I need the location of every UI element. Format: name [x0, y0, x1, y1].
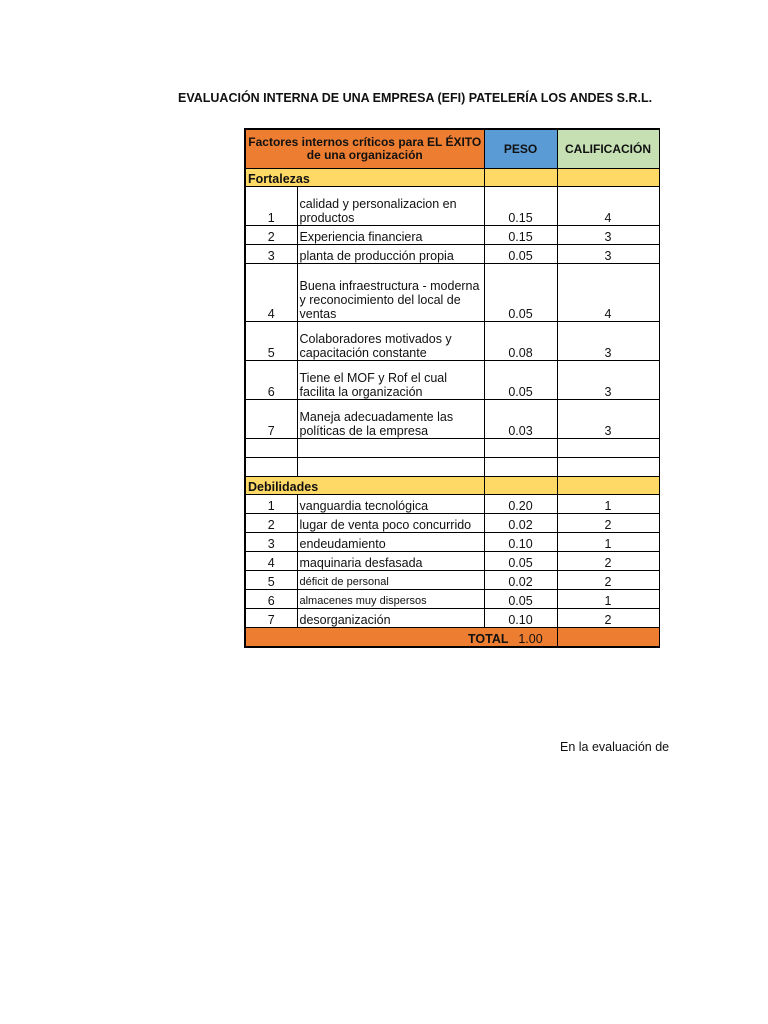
- factor-cell[interactable]: Experiencia financiera: [297, 226, 484, 245]
- peso-cell[interactable]: 0.20: [484, 495, 557, 514]
- row-number[interactable]: 4: [245, 264, 297, 322]
- empty-cell[interactable]: [557, 458, 659, 477]
- factor-cell[interactable]: endeudamiento: [297, 533, 484, 552]
- section-debilidades: [245, 477, 659, 495]
- peso-cell[interactable]: 0.08: [484, 322, 557, 361]
- factor-cell[interactable]: desorganización: [297, 609, 484, 628]
- header-calificacion[interactable]: CALIFICACIÓN: [557, 129, 659, 169]
- empty-row: [245, 458, 659, 477]
- total-empty-cell[interactable]: [557, 628, 659, 648]
- empty-cell[interactable]: [245, 458, 297, 477]
- table-row: [245, 245, 659, 264]
- row-number[interactable]: 4: [245, 552, 297, 571]
- empty-row: [245, 439, 659, 458]
- row-number[interactable]: 6: [245, 361, 297, 400]
- factor-cell[interactable]: Buena infraestructura - moderna y reconocimiento del local de ventas: [297, 264, 484, 322]
- header-factor[interactable]: Factores internos críticos para EL ÉXITO de una organización: [245, 129, 484, 169]
- calificacion-cell[interactable]: 2: [557, 552, 659, 571]
- calificacion-cell[interactable]: 1: [557, 533, 659, 552]
- calificacion-cell[interactable]: 3: [557, 226, 659, 245]
- calificacion-cell[interactable]: 3: [557, 361, 659, 400]
- calificacion-cell[interactable]: 1: [557, 495, 659, 514]
- peso-cell[interactable]: 0.02: [484, 514, 557, 533]
- factor-cell[interactable]: almacenes muy dispersos: [297, 590, 484, 609]
- empty-cell[interactable]: [297, 458, 484, 477]
- calificacion-cell[interactable]: 4: [557, 187, 659, 226]
- row-number[interactable]: 1: [245, 187, 297, 226]
- peso-cell[interactable]: 0.15: [484, 226, 557, 245]
- section-cell[interactable]: [557, 477, 659, 495]
- table-row: [245, 400, 659, 439]
- total-value: 1.00: [518, 632, 543, 646]
- peso-cell[interactable]: 0.15: [484, 187, 557, 226]
- table-row: [245, 533, 659, 552]
- factor-cell[interactable]: planta de producción propia: [297, 245, 484, 264]
- row-number[interactable]: 2: [245, 514, 297, 533]
- empty-cell[interactable]: [245, 439, 297, 458]
- empty-cell[interactable]: [297, 439, 484, 458]
- peso-cell[interactable]: 0.05: [484, 552, 557, 571]
- factor-cell[interactable]: déficit de personal: [297, 571, 484, 590]
- calificacion-cell[interactable]: 3: [557, 245, 659, 264]
- table-row: [245, 322, 659, 361]
- calificacion-cell[interactable]: 3: [557, 400, 659, 439]
- peso-cell[interactable]: 0.05: [484, 264, 557, 322]
- factor-cell[interactable]: Colaboradores motivados y capacitación constante: [297, 322, 484, 361]
- peso-cell[interactable]: 0.05: [484, 245, 557, 264]
- header-row: [245, 129, 659, 169]
- calificacion-cell[interactable]: 2: [557, 609, 659, 628]
- row-number[interactable]: 7: [245, 400, 297, 439]
- peso-cell[interactable]: 0.03: [484, 400, 557, 439]
- calificacion-cell[interactable]: 3: [557, 322, 659, 361]
- section-cell[interactable]: [557, 169, 659, 187]
- factor-cell[interactable]: maquinaria desfasada: [297, 552, 484, 571]
- total-label[interactable]: [245, 628, 557, 648]
- section-cell[interactable]: [484, 169, 557, 187]
- evaluation-note: En la evaluación de: [560, 740, 670, 754]
- row-number[interactable]: 2: [245, 226, 297, 245]
- table-row: [245, 226, 659, 245]
- calificacion-cell[interactable]: 1: [557, 590, 659, 609]
- row-number[interactable]: 5: [245, 322, 297, 361]
- peso-cell[interactable]: 0.10: [484, 533, 557, 552]
- factor-cell[interactable]: Maneja adecuadamente las políticas de la empresa: [297, 400, 484, 439]
- page-title: EVALUACIÓN INTERNA DE UNA EMPRESA (EFI) PATELERÍA LOS ANDES S.R.L.: [178, 91, 653, 105]
- table-row: [245, 571, 659, 590]
- table-row: [245, 361, 659, 400]
- total-label-text: TOTAL: [468, 632, 509, 646]
- table-row: [245, 264, 659, 322]
- section-cell[interactable]: [484, 477, 557, 495]
- table-row: [245, 514, 659, 533]
- efi-table: [244, 128, 660, 648]
- peso-cell[interactable]: 0.10: [484, 609, 557, 628]
- table-row: [245, 495, 659, 514]
- row-number[interactable]: 5: [245, 571, 297, 590]
- calificacion-cell[interactable]: 2: [557, 514, 659, 533]
- empty-cell[interactable]: [557, 439, 659, 458]
- empty-cell[interactable]: [484, 439, 557, 458]
- table-row: [245, 552, 659, 571]
- section-fortalezas: [245, 169, 659, 187]
- section-label-debilidades[interactable]: Debilidades: [245, 477, 484, 495]
- empty-cell[interactable]: [484, 458, 557, 477]
- row-number[interactable]: 3: [245, 533, 297, 552]
- factor-cell[interactable]: vanguardia tecnológica: [297, 495, 484, 514]
- row-number[interactable]: 7: [245, 609, 297, 628]
- table-row: [245, 187, 659, 226]
- row-number[interactable]: 1: [245, 495, 297, 514]
- calificacion-cell[interactable]: 4: [557, 264, 659, 322]
- header-peso[interactable]: PESO: [484, 129, 557, 169]
- table-row: [245, 609, 659, 628]
- factor-cell[interactable]: lugar de venta poco concurrido: [297, 514, 484, 533]
- row-number[interactable]: 3: [245, 245, 297, 264]
- total-row: [245, 628, 659, 648]
- efi-table-container: [244, 128, 658, 648]
- peso-cell[interactable]: 0.02: [484, 571, 557, 590]
- row-number[interactable]: 6: [245, 590, 297, 609]
- calificacion-cell[interactable]: 2: [557, 571, 659, 590]
- table-row: [245, 590, 659, 609]
- section-label-fortalezas[interactable]: Fortalezas: [245, 169, 484, 187]
- factor-cell[interactable]: calidad y personalizacion en productos: [297, 187, 484, 226]
- factor-cell[interactable]: Tiene el MOF y Rof el cual facilita la organización: [297, 361, 484, 400]
- peso-cell[interactable]: 0.05: [484, 590, 557, 609]
- peso-cell[interactable]: 0.05: [484, 361, 557, 400]
